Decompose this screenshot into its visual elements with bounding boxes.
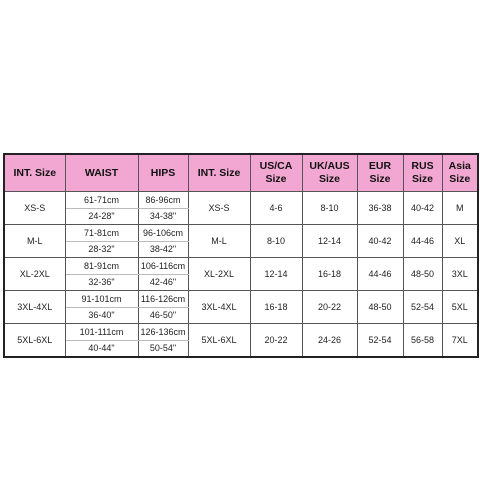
waist-cm-cell: 81-91cm <box>65 258 138 275</box>
int-size-cell: 3XL-4XL <box>4 291 65 324</box>
eur-size-cell: 52-54 <box>357 324 403 358</box>
int-size-cell-2: 5XL-6XL <box>188 324 250 358</box>
rus-size-cell: 40-42 <box>403 192 442 225</box>
hips-cm-cell: 126-136cm <box>138 324 188 341</box>
int-size-cell: XS-S <box>4 192 65 225</box>
int-size-cell-2: XL-2XL <box>188 258 250 291</box>
header-rus-size: RUS Size <box>403 154 442 192</box>
hips-in-cell: 34-38" <box>138 208 188 225</box>
waist-cm-cell: 61-71cm <box>65 192 138 209</box>
int-size-cell: M-L <box>4 225 65 258</box>
us-size-cell: 12-14 <box>250 258 302 291</box>
hips-in-cell: 42-46" <box>138 274 188 291</box>
size-chart-table <box>3 153 479 358</box>
asia-size-cell: 7XL <box>442 324 478 358</box>
us-size-cell: 8-10 <box>250 225 302 258</box>
header-row <box>4 154 478 192</box>
hips-in-cell: 46-50" <box>138 307 188 324</box>
header-int-size-2: INT. Size <box>188 154 250 192</box>
rus-size-cell: 48-50 <box>403 258 442 291</box>
int-size-cell-2: XS-S <box>188 192 250 225</box>
asia-size-cell: 3XL <box>442 258 478 291</box>
table-row <box>4 258 478 275</box>
eur-size-cell: 40-42 <box>357 225 403 258</box>
hips-cm-cell: 96-106cm <box>138 225 188 242</box>
header-us-ca-size: US/CA Size <box>250 154 302 192</box>
eur-size-cell: 48-50 <box>357 291 403 324</box>
header-hips: HIPS <box>138 154 188 192</box>
rus-size-cell: 56-58 <box>403 324 442 358</box>
header-asia-size: Asia Size <box>442 154 478 192</box>
us-size-cell: 20-22 <box>250 324 302 358</box>
int-size-cell: 5XL-6XL <box>4 324 65 358</box>
header-int-size: INT. Size <box>4 154 65 192</box>
header-waist: WAIST <box>65 154 138 192</box>
table-row <box>4 192 478 209</box>
uk-size-cell: 8-10 <box>302 192 357 225</box>
rus-size-cell: 52-54 <box>403 291 442 324</box>
header-uk-aus-size: UK/AUS Size <box>302 154 357 192</box>
eur-size-cell: 44-46 <box>357 258 403 291</box>
table-row <box>4 225 478 242</box>
header-eur-size: EUR Size <box>357 154 403 192</box>
uk-size-cell: 24-26 <box>302 324 357 358</box>
uk-size-cell: 12-14 <box>302 225 357 258</box>
int-size-cell: XL-2XL <box>4 258 65 291</box>
waist-in-cell: 32-36" <box>65 274 138 291</box>
waist-in-cell: 24-28" <box>65 208 138 225</box>
table-row <box>4 291 478 308</box>
eur-size-cell: 36-38 <box>357 192 403 225</box>
asia-size-cell: 5XL <box>442 291 478 324</box>
hips-in-cell: 50-54" <box>138 340 188 357</box>
table-row <box>4 324 478 341</box>
waist-cm-cell: 71-81cm <box>65 225 138 242</box>
us-size-cell: 16-18 <box>250 291 302 324</box>
int-size-cell-2: M-L <box>188 225 250 258</box>
asia-size-cell: XL <box>442 225 478 258</box>
us-size-cell: 4-6 <box>250 192 302 225</box>
hips-cm-cell: 86-96cm <box>138 192 188 209</box>
asia-size-cell: M <box>442 192 478 225</box>
waist-in-cell: 40-44" <box>65 340 138 357</box>
waist-in-cell: 36-40" <box>65 307 138 324</box>
rus-size-cell: 44-46 <box>403 225 442 258</box>
waist-cm-cell: 101-111cm <box>65 324 138 341</box>
waist-cm-cell: 91-101cm <box>65 291 138 308</box>
hips-cm-cell: 116-126cm <box>138 291 188 308</box>
waist-in-cell: 28-32" <box>65 241 138 258</box>
uk-size-cell: 20-22 <box>302 291 357 324</box>
int-size-cell-2: 3XL-4XL <box>188 291 250 324</box>
uk-size-cell: 16-18 <box>302 258 357 291</box>
hips-cm-cell: 106-116cm <box>138 258 188 275</box>
hips-in-cell: 38-42" <box>138 241 188 258</box>
